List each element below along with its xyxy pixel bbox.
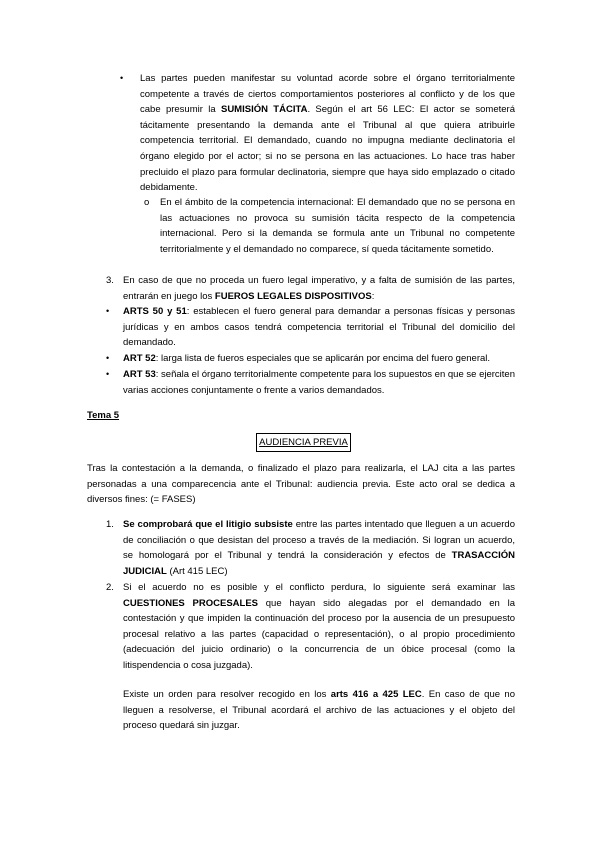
text-span: Tras la contestación a la demanda, o finalizado el plazo para realizarla, el LAJ cita a las partes personadas a una comparecencia ante el Tribunal: audiencia previa. Este acto oral se dedica a diversos fines: (= FASES) — [87, 463, 515, 506]
circle-marker: o — [144, 197, 150, 208]
text-span: . Según el art 56 LEC: El actor se someterá tácitamente presentando la demanda ante el Tribunal al que quiera atribuirle competencia territorial. El demandado, cuando no impugna mediante declinatoria el órgano elegido por el actor; si no se persona en las actuaciones. Lo hace tras haber precluido el plazo para formular declinatoria, siempre que haya sido emplazado o citado debidamente. — [140, 104, 515, 194]
text-span: En el ámbito de la competencia internacional: El demandado que no se persona en las actuaciones no provoca su sumisión tácita respecto de la competencia internacional. Pero si la demanda se formula ante un Tribunal no competente territorialmente y el demandado no comparece, sí queda tácitamente sometido. — [160, 197, 515, 255]
text-span: (Art 415 LEC) — [166, 565, 228, 577]
bold-span: SUMISIÓN TÁCITA — [220, 104, 308, 116]
bullet-marker: • — [106, 306, 110, 316]
paragraph-art-53 — [123, 367, 515, 398]
text-span: : larga lista de fueros especiales que se aplicarán por encima del fuero general. — [155, 353, 491, 364]
section-heading: AUDIENCIA PREVIA — [256, 433, 351, 452]
paragraph-sumision-tacita — [140, 71, 515, 196]
bold-span: ART 52 — [123, 353, 156, 364]
bold-span: ART 53 — [123, 369, 156, 380]
number-marker: 1. — [106, 519, 114, 530]
bold-span: arts 416 a 425 LEC — [330, 689, 422, 700]
paragraph-litigio-subsiste — [123, 517, 515, 579]
text-span: que hayan sido alegadas por el demandado en la contestación y que impiden la continuación del proceso por la ausencia de un presupuesto procesal relativo a las partes (capacidad o representación), o al propio procedimiento (adecuación del juicio ordinario) o la concurrencia de un óbice procesal (como la litispendencia o cosa juzgada). — [123, 597, 515, 671]
section-label: Tema 5 — [87, 410, 120, 421]
text-span: : establecen el fuero general para demandar a personas físicas y personas jurídicas y en ambos casos tendrá competencia territorial el Tribunal del domicilio del demandado. — [123, 306, 515, 349]
text-span: Las partes pueden manifestar su voluntad acorde sobre el órgano territorialmente competente a través de ciertos comportamientos posteriores al conflicto y de los que cabe presumir la — [140, 73, 515, 116]
bold-span: ARTS 50 y 51 — [123, 306, 187, 317]
text-span: entre las partes intentado que lleguen a un acuerdo de conciliación o que desistan del proceso a través de la mediación. Si logran un acuerdo, se homologará por el Tribunal y tendrá la consideración y efectos de — [123, 519, 516, 562]
text-span: Si el acuerdo no es posible y el conflicto perdura, lo siguiente será examinar las — [123, 582, 515, 593]
paragraph-fueros-dispositivos — [123, 273, 515, 304]
bullet-marker: • — [106, 353, 110, 363]
text-span: : señala el órgano territorialmente competente para los supuestos en que se ejerciten varias acciones conjuntamente o frente a varios demandados. — [123, 369, 515, 396]
paragraph-orden-resolver — [123, 687, 515, 734]
paragraph-arts-50-51 — [123, 304, 515, 351]
bold-span: TRASACCIÓN JUDICIAL — [123, 550, 515, 577]
text-span: Existe un orden para resolver recogido en los — [123, 689, 331, 700]
number-marker: 3. — [106, 275, 114, 286]
bold-span: FUEROS LEGALES DISPOSITIVOS — [214, 290, 372, 302]
paragraph-cuestiones-procesales — [123, 580, 515, 674]
intro-paragraph — [87, 461, 515, 508]
text-span: : — [371, 290, 375, 302]
paragraph-art-52 — [123, 351, 523, 367]
bullet-marker: • — [106, 369, 110, 379]
bold-span: CUESTIONES PROCESALES — [123, 597, 258, 609]
bullet-marker: • — [120, 73, 124, 83]
bold-span: Se comprobará que el litigio subsiste — [123, 519, 293, 530]
text-span: . En caso de que no lleguen a resolverse, el Tribunal acordará el archivo de las actuaciones y el objeto del proceso quedará sin juzgar. — [123, 689, 515, 732]
paragraph-competencia-internacional — [160, 195, 515, 257]
text-span: En caso de que no proceda un fuero legal imperativo, y a falta de sumisión de las partes, entrarán en juego los — [123, 275, 515, 302]
number-marker: 2. — [106, 582, 114, 593]
